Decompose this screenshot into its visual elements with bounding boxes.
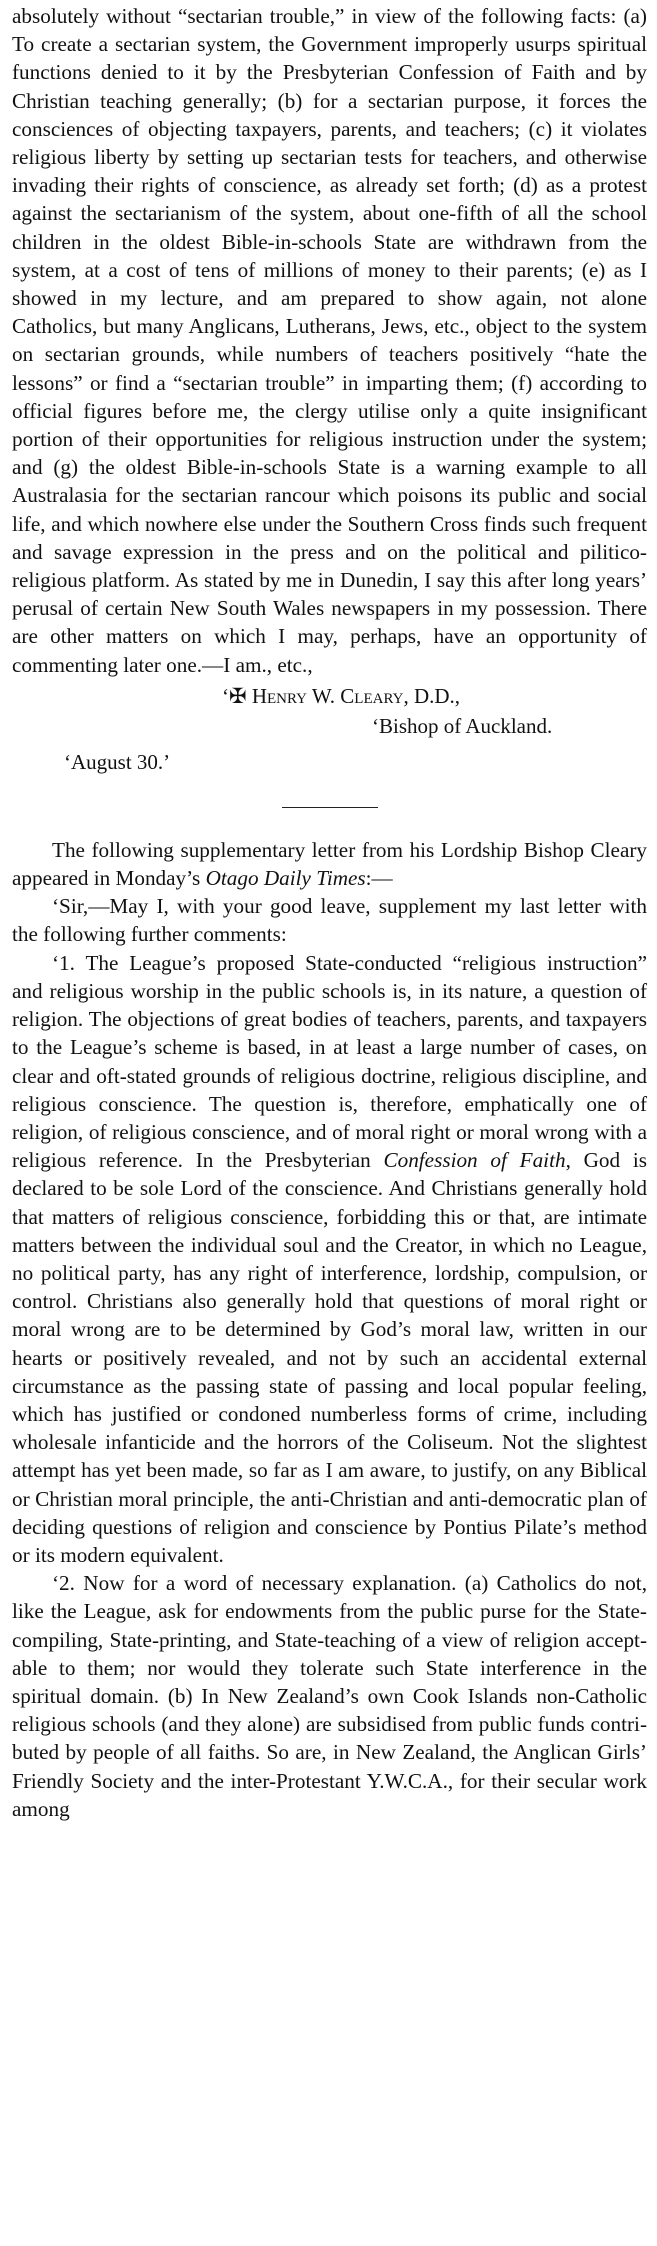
letter-salutation: ‘Sir,—May I, with your good leave, supplement my last letter with the following further comments:: [12, 894, 647, 947]
section-divider: [282, 807, 378, 808]
intro-dash: :—: [365, 866, 393, 891]
signature-name: ‘✠ Henry W. Cleary, D.D.,: [222, 683, 461, 708]
newspaper-name: Otago Daily Times: [205, 866, 366, 891]
intro-paragraph: [12, 836, 647, 892]
intro-text: The following supplementary letter from his Lordship Bishop Cleary appeared in Monday’s: [12, 837, 647, 891]
confession-of-faith-title: Confession of Faith: [383, 1148, 566, 1173]
point-1-text-end: , God is declared to be sole Lord of the conscience. And Christians generally hold that matters of religious conscience, forbidding this or that, are intimate matters between the individual soul and the Creator, in which no League, no political party, has any right of interference, lordship, compulsion, or control. Christians also generally hold that questions of moral right or moral wrong are to be determined by God’s moral law, written in our hearts or positively revealed, and not by such an accidental external circumstance as the passing state of passing and local popular feeling, which has justified or condoned numberless forms of crime, including wholesale infanticide and the horrors of the Coliseum. Not the slightest attempt has yet been made, so far as I am aware, to justify, on any Biblical or Christian moral principle, the anti-Christian and anti-democratic plan of deciding questions of religion and conscience by Pontius Pilate’s method or its modern equivalent.: [12, 1148, 648, 1567]
signature-title: ‘Bishop of Auckland.: [372, 713, 553, 738]
letter-closing-paragraph: absolutely without “sectarian trouble,” in view of the following facts: (a) To create a sectarian system, the Government improperly usurps spiritual functions denied to it by the Presbyterian Confession of Faith and by Christian teaching generally; (b) for a sectarian purpose, it forces the consciences of objecting taxpayers, parents, and teachers; (c) it violates religious liberty by setting up sectarian tests for teachers, and otherwise invading their rights of conscience, as already set forth; (d) as a protest against the sectarianism of the system, about one-fifth of all the school children in the oldest Bible-in-schools State are withdrawn from the system, at a cost of tens of millions of money to their parents; (e) as I showed in my lecture, and am prepared to show again, not alone Catholics, but many Anglicans, Lutherans, Jews, etc., object to the system on sectarian grounds, while numbers of teachers positively “hate the lessons” or find a “sectarian trouble” in imparting them; (f) according to official figures before me, the clergy utilise only a quite insignificant portion of their opportunities for religious instruction under the system; and (g) the oldest Bible-in-schools State is a warning example to all Australasia for the sectarian rancour which poisons its public and social life, and which nowhere else under the Southern Cross finds such frequent and savage expression in the press and on the political and pilitico-religious platform. As stated by me in Dunedin, I say this after long years’ perusal of certain New South Wales newspapers in my possession. There are other matters on which I may, perhaps, have an opportunity of commenting later one.—I am., etc.,: [12, 4, 647, 677]
point-1-paragraph: [12, 949, 647, 1569]
point-2-paragraph: ‘2. Now for a word of necessary explanation. (a) Catholics do not, like the League, ask for endowments from the public purse for the State-compiling, State-printing, and State-teaching of a view of religion acceptable to them; nor would they tolerate such State interference in the spiritual domain. (b) In New Zealand’s own Cook Islands non-Catholic religious schools (and they alone) are subsidised from public funds contributed by people of all faiths. So are, in New Zealand, the Anglican Girls’ Friendly Society and the inter-Protestant Y.W.C.A., for their secular work among: [12, 1571, 647, 1821]
point-1-text-start: ‘1. The League’s proposed State-conducted “religious instruction” and religious worship in the public schools is, in its nature, a question of religion. The objections of great bodies of teachers, parents, and taxpayers to the League’s scheme is based, in at least a large number of cases, on clear and oft-stated grounds of religious doctrine, religious discipline, and religious conscience. The question is, therefore, emphatically one of religion, of religious conscience, and of moral right or moral wrong with a religious reference. In the Presbyterian: [12, 950, 647, 1173]
letter-date: ‘August 30.’: [64, 749, 171, 774]
